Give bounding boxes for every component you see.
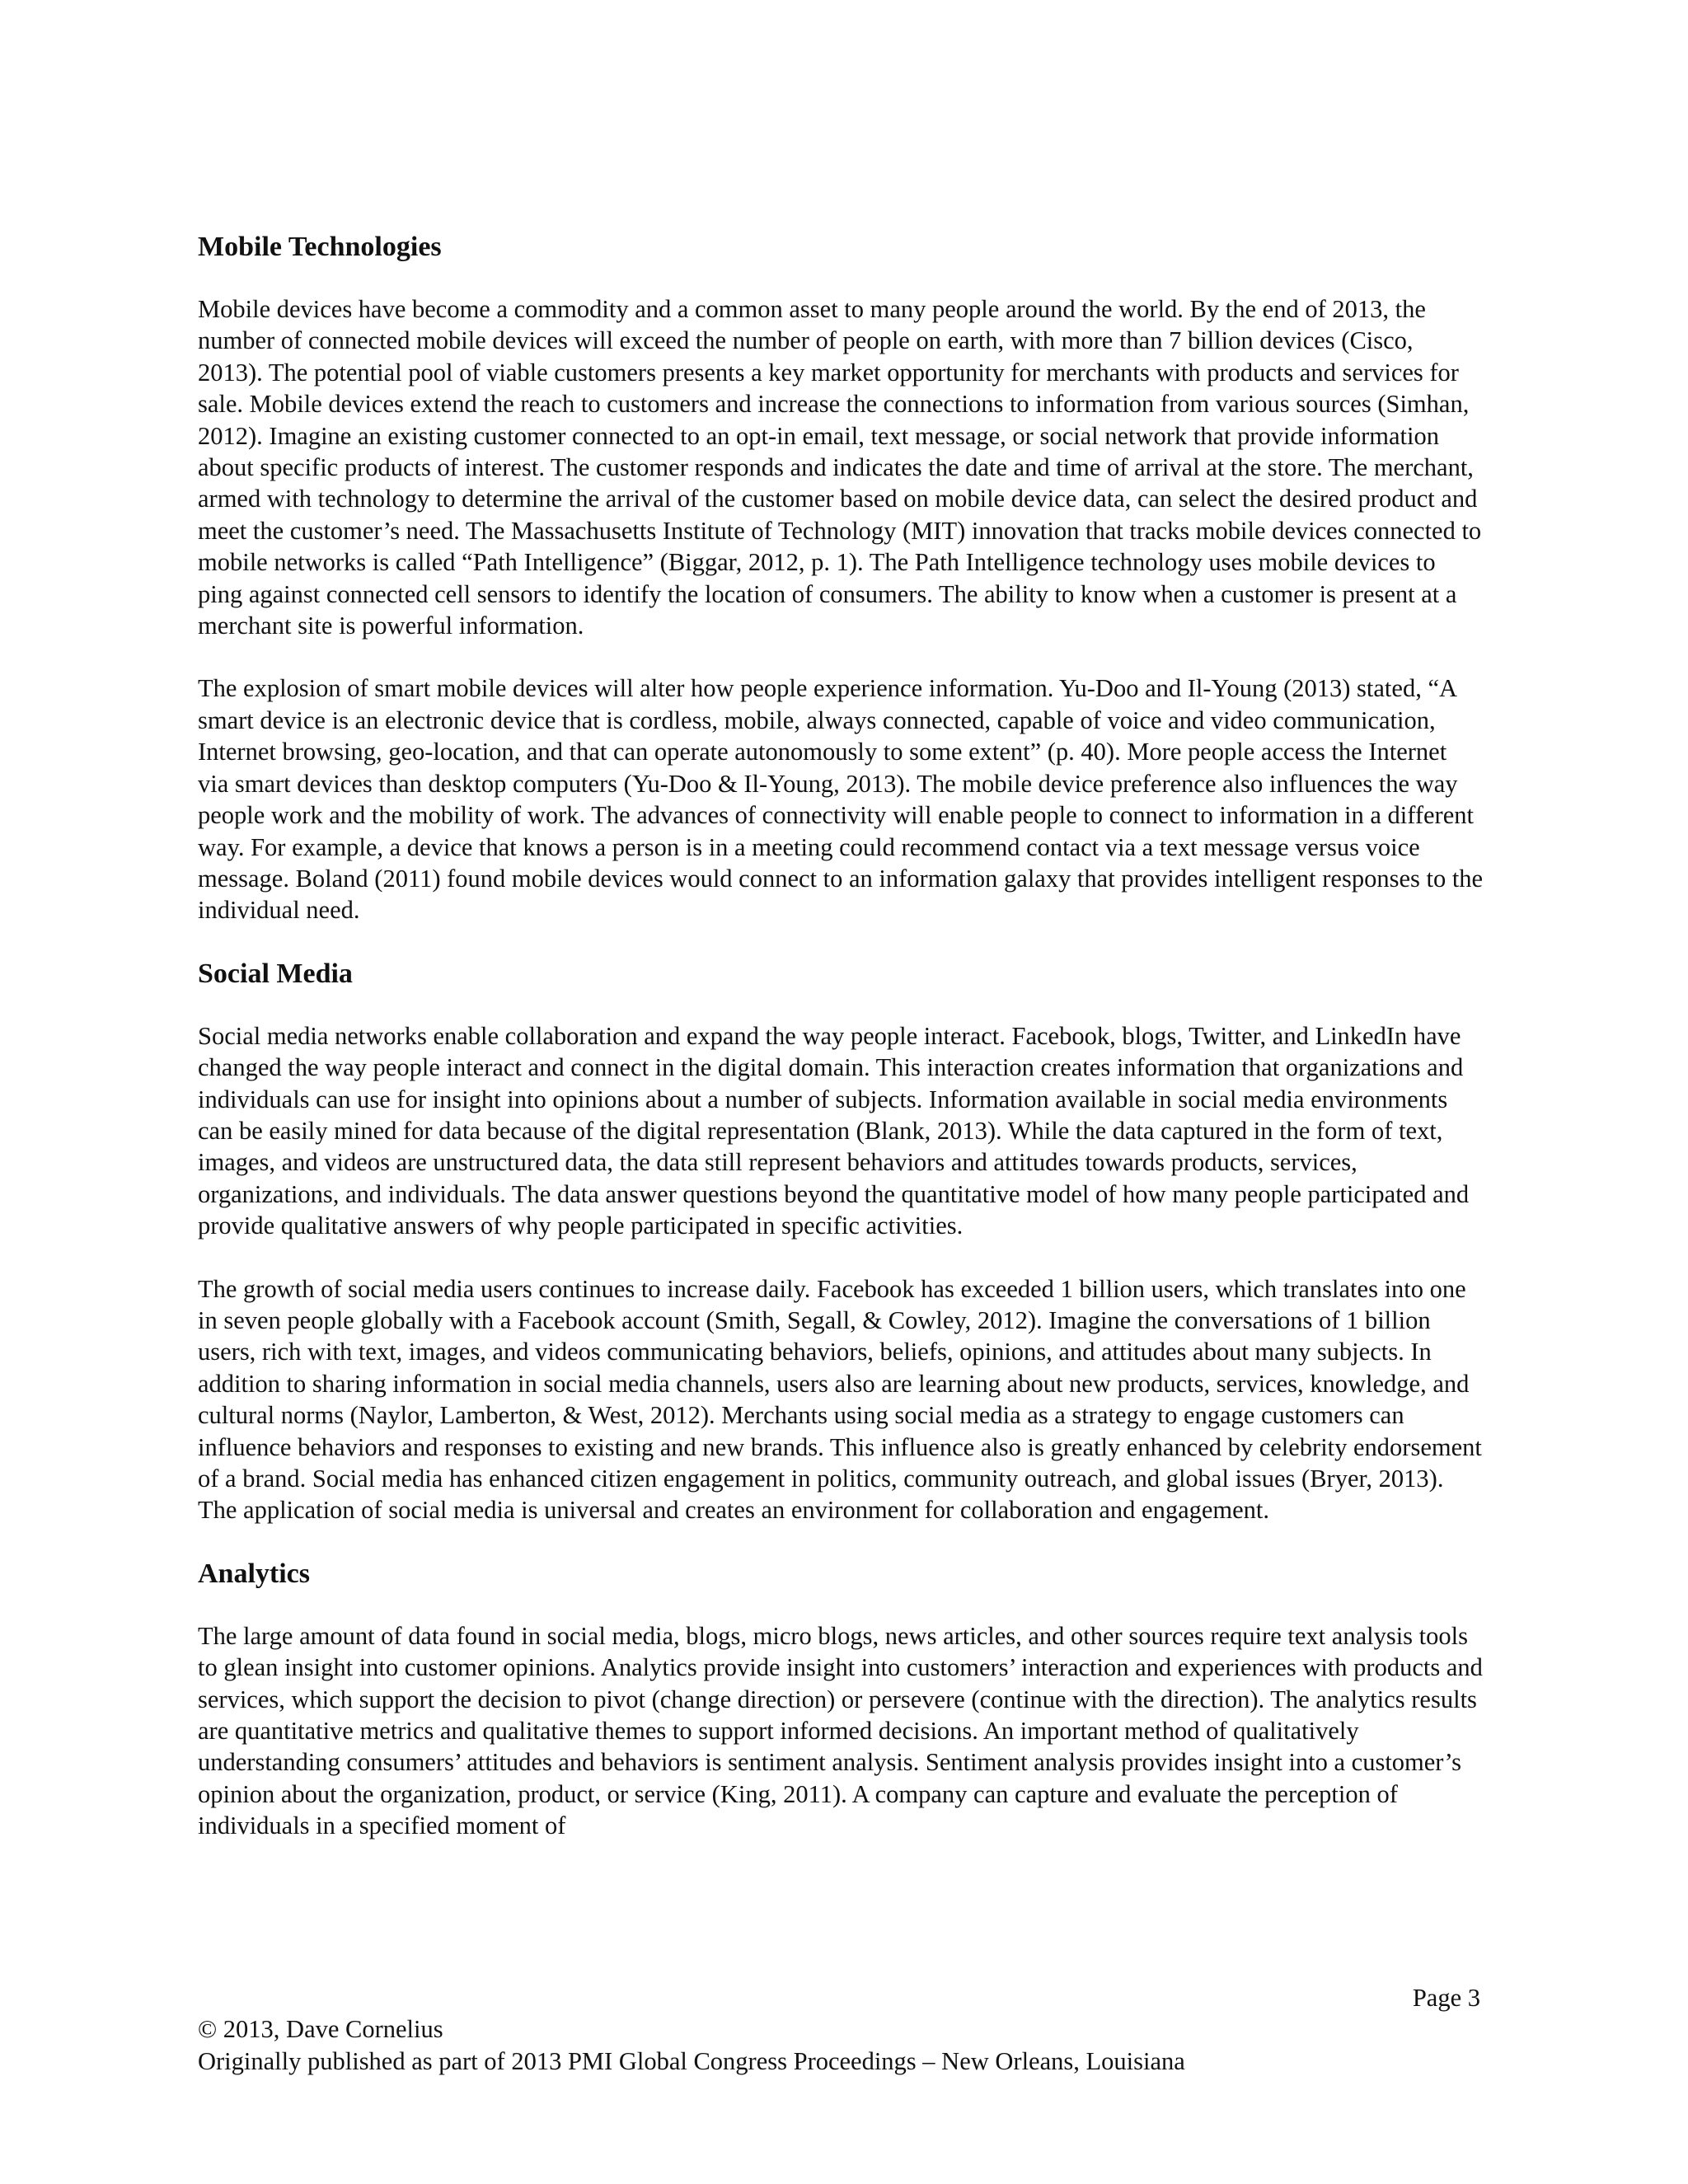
paragraph: The explosion of smart mobile devices will alter how people experience information. Yu-Doo and Il-Young (2013) stated, “A smart device is an electronic device that is cordless, mobile, always connected, capable of voice and video communication, Internet browsing, geo-location, and that can operate autonomously to some extent” (p. 40). More people access the Internet via smart devices than desktop computers (Yu-Doo & Il-Young, 2013). The mobile device preference also influences the way people work and the mobility of work. The advances of connectivity will enable people to connect to information in a different way. For example, a device that knows a person is in a meeting could recommend contact via a text message versus voice message. Boland (2011) found mobile devices would connect to an information galaxy that provides intelligent responses to the individual need. xyxy=(198,674,1484,925)
page-footer xyxy=(198,2013,1185,2077)
section-heading: Analytics xyxy=(198,1558,310,1589)
page-content xyxy=(198,231,1484,1873)
paragraph: The large amount of data found in social media, blogs, micro blogs, news articles, and other sources require text analysis tools to glean insight into customer opinions. Analytics provide insight into customers’ interaction and experiences with products and services, which support the decision to pivot (change direction) or persevere (continue with the direction). The analytics results are quantitative metrics and qualitative themes to support informed decisions. An important method of qualitatively understanding consumers’ attitudes and behaviors is sentiment analysis. Sentiment analysis provides insight into a customer’s opinion about the organization, product, or service (King, 2011). A company can capture and evaluate the perception of individuals in a specified moment of xyxy=(198,1621,1483,1840)
section-social-media xyxy=(198,958,1484,1526)
paragraph: Mobile devices have become a commodity and a common asset to many people around the world. By the end of 2013, the number of connected mobile devices will exceed the number of people on earth, with more than 7 billion devices (Cisco, 2013). The potential pool of viable customers presents a key market opportunity for merchants with products and services for sale. Mobile devices extend the reach to customers and increase the connections to information from various sources (Simhan, 2012). Imagine an existing customer connected to an opt-in email, text message, or social network that provide information about specific products of interest. The customer responds and indicates the date and time of arrival at the store. The merchant, armed with technology to determine the arrival of the customer based on mobile device data, can select the desired product and meet the customer’s need. The Massachusetts Institute of Technology (MIT) innovation that tracks mobile devices connected to mobile networks is called “Path Intelligence” (Biggar, 2012, p. 1). The Path Intelligence technology uses mobile devices to ping against connected cell sensors to identify the location of consumers. The ability to know when a customer is present at a merchant site is powerful information. xyxy=(198,295,1482,640)
paragraph: The growth of social media users continues to increase daily. Facebook has exceeded 1 billion users, which translates into one in seven people globally with a Facebook account (Smith, Segall, & Cowley, 2012). Imagine the conversations of 1 billion users, rich with text, images, and videos communicating behaviors, beliefs, opinions, and attitudes about many subjects. In addition to sharing information in social media channels, users also are learning about new products, services, knowledge, and cultural norms (Naylor, Lamberton, & West, 2012). Merchants using social media as a strategy to engage customers can influence behaviors and responses to existing and new brands. This influence also is greatly enhanced by celebrity endorsement of a brand. Social media has enhanced citizen engagement in politics, community outreach, and global issues (Bryer, 2013). The application of social media is universal and creates an environment for collaboration and engagement. xyxy=(198,1274,1482,1525)
section-heading: Mobile Technologies xyxy=(198,232,442,262)
footer-publication-note: Originally published as part of 2013 PMI Global Congress Proceedings – New Orleans, Louisiana xyxy=(198,2046,1185,2075)
section-mobile-technologies xyxy=(198,231,1484,926)
footer-copyright: © 2013, Dave Cornelius xyxy=(198,2015,443,2043)
paragraph: Social media networks enable collaboration and expand the way people interact. Facebook, blogs, Twitter, and LinkedIn have changed the way people interact and connect in the digital domain. This interaction creates information that organizations and individuals can use for insight into opinions about a number of subjects. Information available in social media environments can be easily mined for data because of the digital representation (Blank, 2013). While the data captured in the form of text, images, and videos are unstructured data, the data still represent behaviors and attitudes towards products, services, organizations, and individuals. The data answer questions beyond the quantitative model of how many people participated and provide qualitative answers of why people participated in specific activities. xyxy=(198,1021,1470,1240)
section-analytics xyxy=(198,1558,1484,1842)
section-heading: Social Media xyxy=(198,958,353,989)
page-number: Page 3 xyxy=(1412,1984,1480,2012)
